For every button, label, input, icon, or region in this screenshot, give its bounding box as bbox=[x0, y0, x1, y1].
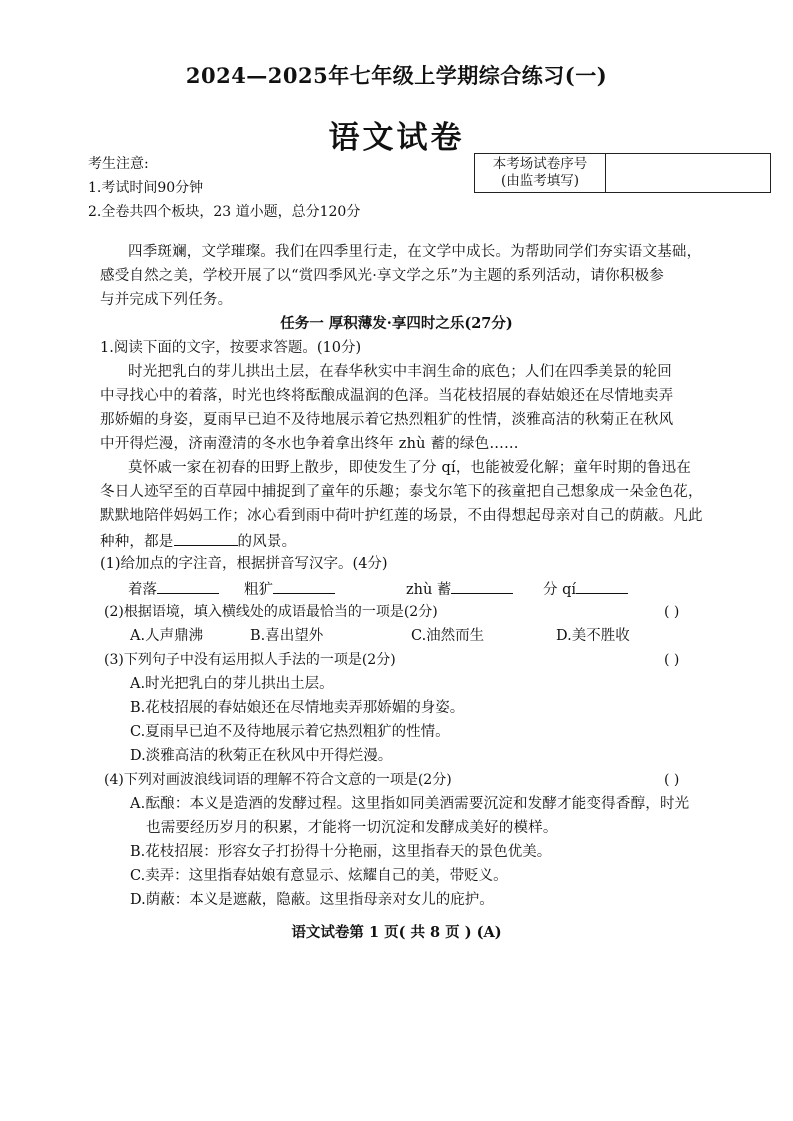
q1-passage2-line1: 莫怀戚一家在初春的田野上散步，即使发生了分 qí，也能被爱化解；童年时期的鲁迅在 bbox=[128, 460, 692, 476]
sub1-word-1: 着落 bbox=[128, 582, 157, 598]
intro-line-1: 四季斑斓，文学璀璨。我们在四季里行走，在文学中成长。为帮助同学们夯实语文基础， bbox=[128, 244, 702, 260]
intro-line-2: 感受自然之美，学校开展了以“赏四季风光·享文学之乐”为主题的系列活动，请你积极参 bbox=[100, 268, 664, 284]
task1-heading: 任务一 厚积薄发·享四时之乐(27分) bbox=[280, 315, 513, 332]
sub1-answer-blank-4[interactable] bbox=[576, 579, 628, 594]
serial-blank-cell[interactable] bbox=[606, 154, 771, 193]
exam-subject-title: 语文试卷 bbox=[328, 120, 465, 156]
sub2-option-b: B.喜出望外 bbox=[250, 628, 324, 644]
sub1-item-4 bbox=[543, 579, 628, 599]
sub1-item-3 bbox=[406, 579, 513, 599]
sub2-option-c: C.油然而生 bbox=[411, 628, 485, 644]
q1-passage1-line4: 中开得烂漫，济南澄清的冬水也争着拿出终年 zhù 蓄的绿色…… bbox=[100, 436, 519, 452]
q1-stem: 1.阅读下面的文字，按要求答题。(10分) bbox=[100, 340, 362, 356]
notice-heading: 考生注意: bbox=[88, 156, 149, 172]
notice-item-time: 1.考试时间90分钟 bbox=[88, 180, 204, 196]
sub3-option-c: C.夏雨早已迫不及待地展示着它热烈粗犷的性情。 bbox=[130, 724, 450, 740]
sub3-answer-bracket[interactable]: ( ) bbox=[664, 652, 680, 668]
q1-passage2-line3: 默默地陪伴妈妈工作；冰心看到雨中荷叶护红莲的场景，不由得想起母亲对自己的荫蔽。凡此 bbox=[100, 508, 703, 524]
sub3-option-b: B.花枝招展的春姑娘还在尽情地卖弄那娇媚的身姿。 bbox=[130, 700, 465, 716]
sub2-option-a: A.人声鼎沸 bbox=[130, 628, 204, 644]
q1-passage1-line2: 中寻找心中的着落，时光也终将酝酿成温润的色泽。当花枝招展的春姑娘还在尽情地卖弄 bbox=[100, 388, 674, 404]
intro-line-3: 与并完成下列任务。 bbox=[100, 292, 233, 308]
sub1-item-2 bbox=[244, 579, 335, 599]
q1-passage2-line4 bbox=[100, 531, 296, 551]
sub1-word-4: 分 qí bbox=[543, 582, 577, 598]
sub4-option-a-line2: 也需要经历岁月的积累，才能将一切沉淀和发酵成美好的模样。 bbox=[146, 820, 558, 836]
q1-passage2-line4-end: 的风景。 bbox=[237, 534, 297, 550]
sub1-answer-blank-2[interactable] bbox=[273, 579, 335, 594]
exam-serial-box bbox=[474, 153, 771, 193]
serial-label-line1: 本考场试卷序号 bbox=[492, 156, 588, 172]
sub4-answer-bracket[interactable]: ( ) bbox=[664, 772, 680, 788]
sub1-word-2: 粗犷 bbox=[244, 582, 273, 598]
sub1-answer-blank-3[interactable] bbox=[451, 579, 513, 594]
sub2-stem: (2)根据语境，填入横线处的成语最恰当的一项是(2分) bbox=[104, 604, 438, 620]
sub4-stem: (4)下列对画波浪线词语的理解不符合文意的一项是(2分) bbox=[104, 772, 452, 788]
q1-passage2-line2: 冬日人迹罕至的百草园中捕捉到了童年的乐趣；泰戈尔笔下的孩童把自己想象成一朵金色花， bbox=[100, 484, 703, 500]
page-footer: 语文试卷第 1 页( 共 8 页 ) (A) bbox=[291, 924, 502, 941]
sub4-option-c: C.卖弄：这里指春姑娘有意显示、炫耀自己的美，带贬义。 bbox=[130, 868, 508, 884]
sub3-option-a: A.时光把乳白的芽儿拱出土层。 bbox=[130, 676, 334, 692]
notice-item-structure: 2.全卷共四个板块，23 道小题，总分120分 bbox=[88, 204, 361, 220]
exam-series-title: 2024—2025年七年级上学期综合练习(一) bbox=[185, 63, 608, 88]
q1-passage1-line3: 那娇媚的身姿，夏雨早已迫不及待地展示着它热烈粗犷的性情，淡雅高洁的秋菊正在秋风 bbox=[100, 412, 674, 428]
sub1-item-1 bbox=[128, 579, 219, 599]
sub1-stem: (1)给加点的字注音，根据拼音写汉字。(4分) bbox=[100, 556, 388, 572]
serial-label-line2: (由监考填写) bbox=[500, 173, 580, 189]
sub2-option-d: D.美不胜收 bbox=[556, 628, 630, 644]
sub4-option-b: B.花枝招展：形容女子打扮得十分艳丽，这里指春天的景色优美。 bbox=[130, 844, 552, 860]
sub4-option-d: D.荫蔽：本义是遮蔽，隐蔽。这里指母亲对女儿的庇护。 bbox=[130, 892, 494, 908]
sub1-answer-blank-1[interactable] bbox=[157, 579, 219, 594]
q1-idiom-blank[interactable] bbox=[174, 531, 238, 546]
q1-passage2-line4-start: 种种，都是 bbox=[100, 534, 174, 550]
sub3-option-d: D.淡雅高洁的秋菊正在秋风中开得烂漫。 bbox=[130, 748, 393, 764]
sub3-stem: (3)下列句子中没有运用拟人手法的一项是(2分) bbox=[104, 652, 396, 668]
sub2-answer-bracket[interactable]: ( ) bbox=[664, 604, 680, 620]
sub1-word-3: zhù 蓄 bbox=[406, 582, 452, 598]
serial-label bbox=[475, 154, 606, 193]
q1-passage1-line1: 时光把乳白的芽儿拱出土层，在春华秋实中丰润生命的底色；人们在四季美景的轮回 bbox=[128, 364, 672, 380]
sub4-option-a-line1: A.酝酿：本义是造酒的发酵过程。这里指如同美酒需要沉淀和发酵才能变得香醇，时光 bbox=[130, 796, 690, 812]
